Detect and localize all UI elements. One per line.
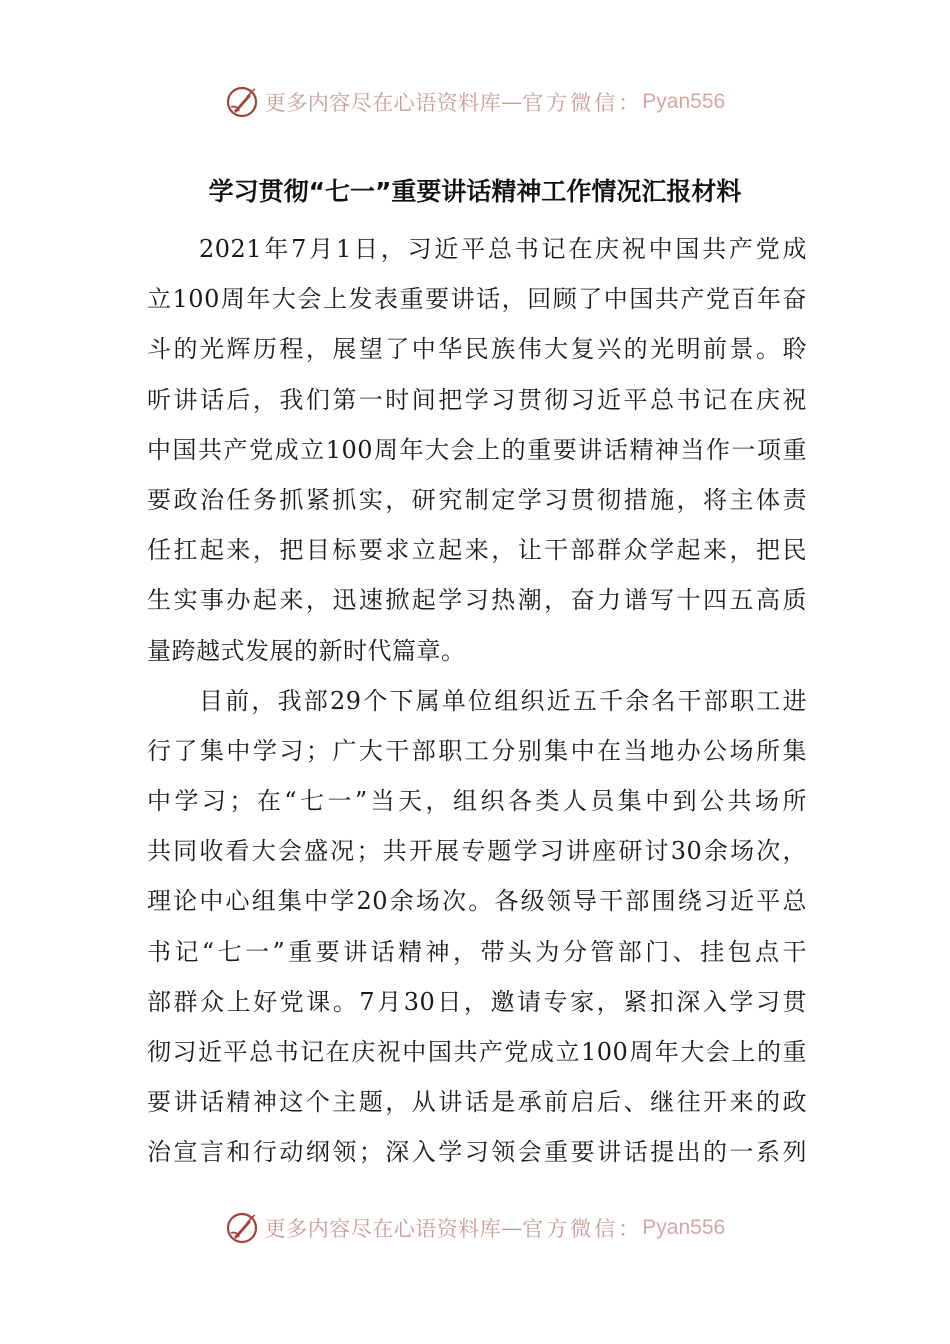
watermark-separator: —	[501, 1216, 523, 1240]
watermark-banner-top	[0, 82, 950, 122]
document-body	[147, 224, 807, 1178]
text-line: 中国共产党成立100周年大会上的重要讲话精神当作一项重	[147, 435, 807, 464]
text-line: 行了集中学习；广大干部职工分别集中在当地办公场所集	[147, 736, 807, 765]
text-line: 中学习；在“七一”当天，组织各类人员集中到公共场所	[147, 787, 807, 816]
text-line: 彻习近平总书记在庆祝中国共产党成立100周年大会上的重	[147, 1038, 807, 1066]
quill-pen-logo-icon	[225, 85, 259, 119]
text-line: 目前，我部29个下属单位组织近五千余名干部职工进	[199, 686, 807, 715]
watermark-brand-text: 更多内容尽在心语资料库	[264, 91, 502, 115]
text-line: 治宣言和行动纲领；深入学习领会重要讲话提出的一系列	[147, 1138, 807, 1167]
text-line: 2021年7月1日，习近平总书记在庆祝中国共产党成	[199, 235, 807, 263]
watermark-banner-bottom	[0, 1208, 950, 1248]
document-title: 学习贯彻“七一”重要讲话精神工作情况汇报材料	[208, 177, 742, 206]
watermark-contact-label: 官方微信：	[522, 91, 643, 115]
watermark-contact-label: 官方微信：	[522, 1217, 643, 1241]
text-line: 要讲话精神这个主题，从讲话是承前启后、继往开来的政	[147, 1088, 807, 1117]
text-line: 立100周年大会上发表重要讲话，回顾了中国共产党百年奋	[147, 285, 807, 314]
quill-pen-logo-icon	[225, 1211, 259, 1245]
paragraph-2	[147, 676, 807, 1178]
text-line: 量跨越式发展的新时代篇章。	[147, 636, 466, 665]
text-line: 任扛起来，把目标要求立起来，让干部群众学起来，把民	[147, 536, 807, 565]
text-line: 生实事办起来，迅速掀起学习热潮，奋力谱写十四五高质	[147, 586, 807, 615]
text-line: 书记“七一”重要讲话精神，带头为分管部门、挂包点干	[147, 937, 807, 966]
text-line: 听讲话后，我们第一时间把学习贯彻习近平总书记在庆祝	[147, 385, 807, 414]
text-line: 部群众上好党课。7月30日，邀请专家，紧扣深入学习贯	[147, 987, 807, 1016]
watermark-separator: —	[501, 90, 523, 114]
paragraph-1	[147, 224, 807, 676]
text-line: 要政治任务抓紧抓实，研究制定学习贯彻措施，将主体责	[147, 485, 807, 514]
watermark-contact-id: Pyan556	[642, 90, 726, 113]
text-line: 共同收看大会盛况；共开展专题学习讲座研讨30余场次，	[147, 837, 807, 866]
watermark-brand-text: 更多内容尽在心语资料库	[264, 1217, 502, 1241]
watermark-contact-id: Pyan556	[642, 1216, 726, 1239]
text-line: 理论中心组集中学20余场次。各级领导干部围绕习近平总	[147, 887, 807, 916]
text-line: 斗的光辉历程，展望了中华民族伟大复兴的光明前景。聆	[147, 335, 807, 364]
